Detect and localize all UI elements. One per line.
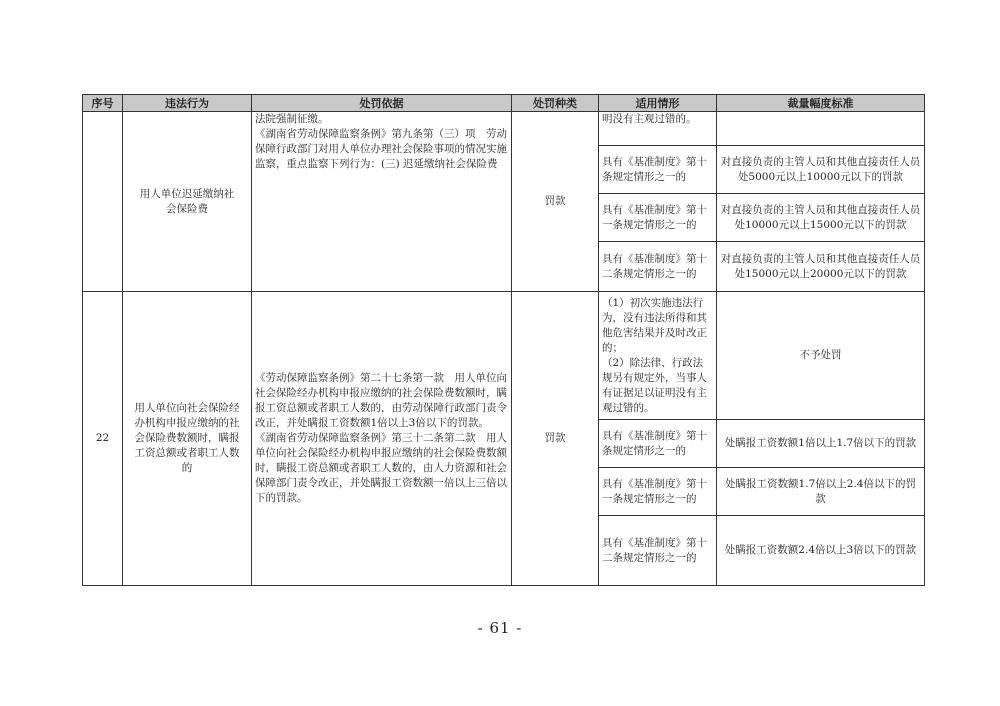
- standard-cell: 对直接负责的主管人员和其他直接责任人员处10000元以上15000元以下的罚款: [717, 194, 925, 242]
- row-seq-cell: [83, 112, 123, 292]
- situation-cell: 具有《基准制度》第十二条规定情形之一的: [599, 516, 717, 586]
- violation-cell: 用人单位迟延缴纳社会保险费: [123, 112, 252, 292]
- header-situation: 适用情形: [599, 95, 717, 112]
- situation-cell: 具有《基准制度》第十条规定情形之一的: [599, 146, 717, 194]
- row-seq-cell: 22: [83, 292, 123, 586]
- table-row: [83, 292, 925, 420]
- standard-cell: 对直接负责的主管人员和其他直接责任人员处15000元以上20000元以下的罚款: [717, 242, 925, 292]
- standard-cell: 处瞒报工资数额2.4倍以上3倍以下的罚款: [717, 516, 925, 586]
- penalty-standards-table: [82, 94, 925, 586]
- header-act: 违法行为: [123, 95, 252, 112]
- situation-cell: 具有《基准制度》第十一条规定情形之一的: [599, 468, 717, 516]
- basis-text: 《湖南省劳动保障监察条例》第九条第（三）项 劳动保障行政部门对用人单位办理社会保险事项的情况实施监察，重点监察下列行为：(三) 迟延缴纳社会保险费: [255, 128, 507, 170]
- header-type: 处罚种类: [512, 95, 599, 112]
- basis-cell: [252, 292, 512, 586]
- table-row: [83, 112, 925, 146]
- standard-cell: [717, 112, 925, 146]
- standard-cell: 对直接负责的主管人员和其他直接责任人员处5000元以上10000元以下的罚款: [717, 146, 925, 194]
- header-standard: 裁量幅度标准: [717, 95, 925, 112]
- page-number: - 61 -: [477, 619, 523, 637]
- penalty-type-cell: 罚款: [512, 112, 599, 292]
- standard-cell: 处瞒报工资数额1.7倍以上2.4倍以下的罚款: [717, 468, 925, 516]
- basis-text: 《湖南省劳动保障监察条例》第三十二条第二款 用人单位向社会保险经办机构申报应缴纳的社会保险费数额时，瞒报工资总额或者职工人数的，由人力资源和社会保障部门责令改正，并处瞒报工资数额一倍以上三倍以下的罚款。: [255, 432, 507, 504]
- basis-cell: [252, 112, 512, 292]
- situation-cell: 具有《基准制度》第十二条规定情形之一的: [599, 242, 717, 292]
- situation-cell: 具有《基准制度》第十一条规定情形之一的: [599, 194, 717, 242]
- header-seq: 序号: [83, 95, 123, 112]
- penalty-type-cell: 罚款: [512, 292, 599, 586]
- standard-cell: 不予处罚: [717, 292, 925, 420]
- standard-cell: 处瞒报工资数额1倍以上1.7倍以下的罚款: [717, 420, 925, 468]
- violation-cell: 用人单位向社会保险经办机构申报应缴纳的社会保险费数额时，瞒报工资总额或者职工人数的: [123, 292, 252, 586]
- basis-text: 法院强制征缴。: [255, 113, 329, 125]
- header-basis: 处罚依据: [252, 95, 512, 112]
- situation-cell: （1）初次实施违法行为，没有违法所得和其他危害结果并及时改正的； （2）除法律、行政法规另有规定外，当事人有证据足以证明没有主观过错的。: [599, 292, 717, 420]
- basis-text: 《劳动保障监察条例》第二十七条第一款 用人单位向社会保险经办机构申报应缴纳的社会保险费数额时，瞒报工资总额或者职工人数的，由劳动保障行政部门责令改正，并处瞒报工资数额1倍以上3倍以下的罚款。: [255, 372, 507, 429]
- situation-cell: 具有《基准制度》第十条规定情形之一的: [599, 420, 717, 468]
- situation-cell: 明没有主观过错的。: [599, 112, 717, 146]
- header-row: [83, 95, 925, 112]
